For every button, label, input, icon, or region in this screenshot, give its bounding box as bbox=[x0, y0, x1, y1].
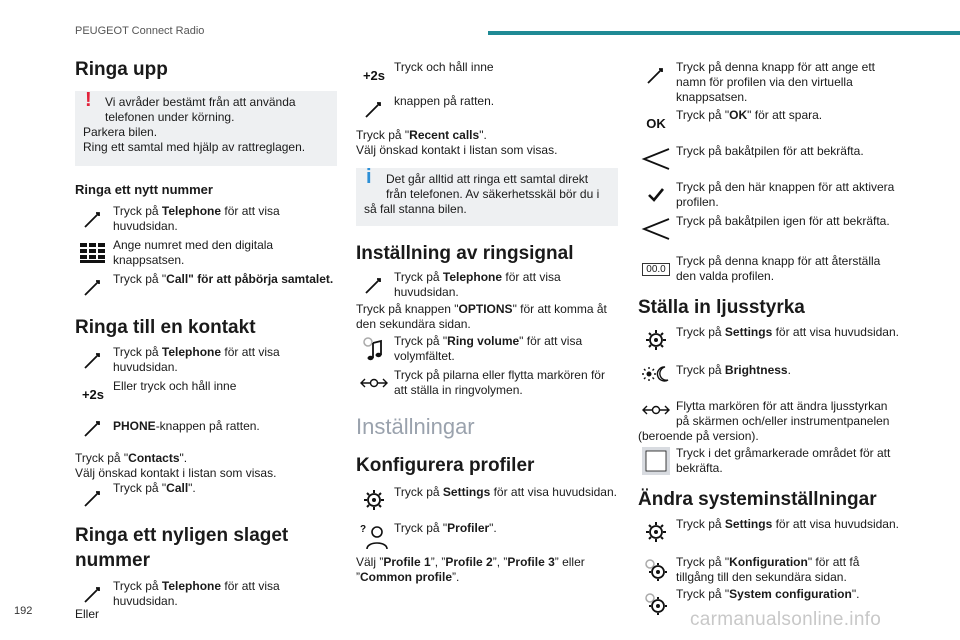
step-system-config: Tryck på "System configuration". bbox=[638, 587, 900, 621]
heading-installningar: Inställningar bbox=[356, 414, 475, 439]
gear-icon bbox=[638, 323, 674, 357]
column-1 bbox=[75, 50, 337, 622]
step-konfiguration: Tryck på "Konfiguration" för att få tillgång till den sekundära sidan. bbox=[638, 553, 900, 587]
pencil-icon bbox=[356, 92, 392, 126]
step-kontakt-phone: PHONE-knappen på ratten. bbox=[75, 411, 337, 445]
step-ring-slider: Tryck på pilarna eller flytta markören för att ställa in ringvolymen. bbox=[356, 366, 618, 400]
gear-icon bbox=[356, 483, 392, 517]
step-hold-button: +2s Tryck och håll inne bbox=[356, 58, 618, 92]
grey-area-icon bbox=[638, 444, 674, 478]
pencil-icon bbox=[75, 202, 111, 236]
long-press-2s-icon: +2s bbox=[362, 67, 386, 83]
info-box bbox=[356, 168, 618, 226]
pencil-icon bbox=[75, 411, 111, 445]
step-profil-settings: Tryck på Settings för att visa huvudsidan. bbox=[356, 483, 618, 517]
heading-system: Ändra systeminställningar bbox=[638, 489, 877, 510]
heading-ringa-upp: Ringa upp bbox=[75, 59, 168, 80]
step-sys-settings: Tryck på Settings för att visa huvudsidan. bbox=[638, 515, 900, 549]
step-bright-settings: Tryck på Settings för att visa huvudsidan. bbox=[638, 323, 900, 357]
text-eller: Eller bbox=[75, 607, 100, 621]
back-arrow-icon bbox=[638, 212, 674, 246]
heading-senast-nummer: Ringa ett nyligen slaget nummer bbox=[75, 525, 289, 571]
slider-arrows-icon bbox=[638, 393, 674, 427]
step-bright-slider: Flytta markören för att ändra ljusstyrkan på skärmen och/eller instrumentpanelen (beroende på version). bbox=[638, 393, 900, 444]
sun-moon-icon bbox=[638, 357, 674, 391]
heading-ljusstyrka: Ställa in ljusstyrka bbox=[638, 297, 805, 318]
step-ring-telephone: Tryck på Telephone för att visa huvudsidan. bbox=[356, 268, 618, 302]
pencil-icon bbox=[75, 577, 111, 611]
column-2 bbox=[356, 58, 618, 585]
page-number: 192 bbox=[14, 605, 33, 617]
step-activate: Tryck på den här knappen för att aktivera profilen. bbox=[638, 178, 900, 212]
warning-line-1: Vi avråder bestämt från att använda bbox=[105, 95, 296, 109]
step-keypad: Ange numret med den digitala knappsatsen. bbox=[75, 236, 337, 270]
step-options: Tryck på knappen "OPTIONS" för att komma åt den sekundära sidan. bbox=[356, 302, 607, 331]
music-note-gear-icon bbox=[356, 332, 392, 366]
gears-icon bbox=[638, 587, 674, 621]
heading-nytt-nummer: Ringa ett nytt nummer bbox=[75, 182, 213, 197]
gear-icon bbox=[638, 515, 674, 549]
header-accent-bar bbox=[488, 31, 960, 35]
column-3 bbox=[638, 58, 900, 621]
reset-profile-icon: 00.0 bbox=[638, 252, 674, 286]
step-choose-profile: Välj ”Profile 1”, ”Profile 2”, ”Profile 3” eller ”Common profile”. bbox=[356, 555, 585, 584]
step-choose-contact: Välj önskad kontakt i listan som visas. bbox=[75, 466, 277, 480]
step-kontakt-telephone: Tryck på Telephone för att visa huvudsidan. bbox=[75, 343, 337, 377]
keypad-grid-icon bbox=[75, 236, 111, 270]
pencil-icon bbox=[356, 268, 392, 302]
running-header-title: PEUGEOT Connect Radio bbox=[75, 25, 205, 37]
step-choose-recent: Välj önskad kontakt i listan som visas. bbox=[356, 143, 558, 157]
svg-text:?: ? bbox=[360, 524, 367, 535]
warning-icon: ! bbox=[85, 89, 92, 111]
step-kontakt-call: Tryck på "Call". bbox=[75, 481, 337, 515]
slider-arrows-icon bbox=[356, 366, 392, 400]
step-wheel-button: knappen på ratten. bbox=[356, 92, 618, 126]
step-recent-calls: Tryck på "Recent calls". bbox=[356, 128, 487, 142]
step-brightness: Tryck på Brightness. bbox=[638, 357, 900, 391]
step-reset: 00.0 Tryck på denna knapp för att återställa den valda profilen. bbox=[638, 252, 900, 286]
back-arrow-icon bbox=[638, 142, 674, 176]
step-back-1: Tryck på bakåtpilen för att bekräfta. bbox=[638, 142, 900, 176]
step-kontakt-hold: +2s Eller tryck och håll inne bbox=[75, 377, 337, 411]
step-name-profile: Tryck på denna knapp för att ange ett namn för profilen via den virtuella knappsatsen. bbox=[638, 58, 900, 106]
heading-kontakt: Ringa till en kontakt bbox=[75, 317, 256, 338]
info-icon: i bbox=[366, 166, 372, 188]
heading-ringsignal: Inställning av ringsignal bbox=[356, 243, 574, 264]
step-back-2: Tryck på bakåtpilen igen för att bekräfta. bbox=[638, 212, 900, 246]
pencil-icon bbox=[638, 58, 674, 92]
warning-box bbox=[75, 91, 337, 166]
watermark: carmanualsonline.info bbox=[690, 609, 882, 630]
profile-user-icon bbox=[356, 519, 392, 553]
step-telephone: Tryck på Telephone för att visa huvudsidan. bbox=[75, 202, 337, 236]
step-call: Tryck på "Call" för att påbörja samtalet. bbox=[75, 270, 337, 304]
step-grey-area: Tryck i det gråmarkerade området för att bekräfta. bbox=[638, 444, 900, 478]
warning-line-4: Ring ett samtal med hjälp av rattreglagen. bbox=[83, 140, 306, 154]
heading-profiler: Konfigurera profiler bbox=[356, 455, 535, 476]
step-ok: OK Tryck på "OK" för att spara. bbox=[638, 106, 900, 140]
pencil-icon bbox=[75, 481, 111, 515]
ok-button-icon: OK bbox=[646, 115, 666, 131]
info-line-2: från telefonen. Av säkerhetsskäl bör du i bbox=[386, 187, 600, 201]
pencil-icon bbox=[75, 343, 111, 377]
long-press-2s-icon: +2s bbox=[81, 386, 105, 402]
step-profiler: ? Tryck på "Profiler". bbox=[356, 519, 618, 553]
info-line-1: Det går alltid att ringa ett samtal direkt bbox=[386, 172, 589, 186]
step-contacts: Tryck på "Contacts". bbox=[75, 451, 188, 465]
warning-line-2: telefonen under körning. bbox=[105, 110, 235, 124]
gears-icon bbox=[638, 553, 674, 587]
pencil-icon bbox=[75, 270, 111, 304]
step-senast-telephone: Tryck på Telephone för att visa huvudsidan. bbox=[75, 577, 337, 611]
step-ring-volume: Tryck på "Ring volume" för att visa volymfältet. bbox=[356, 332, 618, 366]
checkmark-icon bbox=[638, 178, 674, 212]
info-line-3: så fall stanna bilen. bbox=[364, 202, 467, 216]
warning-line-3: Parkera bilen. bbox=[83, 125, 158, 139]
